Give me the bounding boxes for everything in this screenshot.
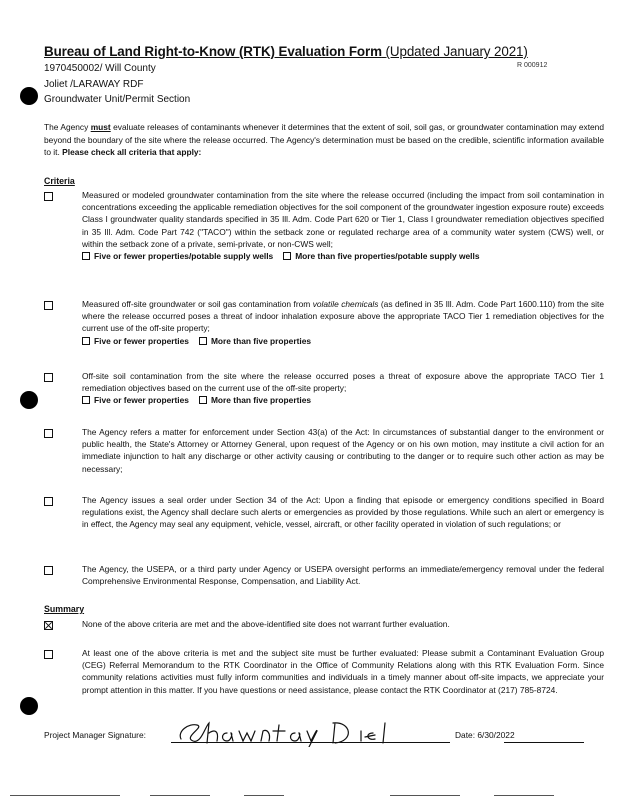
criterion-3-option-1-checkbox[interactable] <box>82 396 90 404</box>
footer-rule <box>244 795 284 796</box>
criterion-6-text: The Agency, the USEPA, or a third party under Agency or USEPA oversight performs an immediate/emergency removal under the federal Comprehensive Environmental Response, Compensation, and Liability Act. <box>82 564 604 587</box>
criterion-2-text: Measured off-site groundwater or soil gas contamination from volatile chemicals (as defined in 35 Ill. Adm. Code Part 1600.110) from the site where the release occurred poses a threat of indoor inhalation exposure above the appropriate TACO Tier 1 remediation objectives for the current use of the off-site property; Five or fewer properties More than five properties <box>82 299 604 346</box>
criterion-1-text: Measured or modeled groundwater contamination from the site where the release occurred (including the impact from soil contamination in concentrations exceeding the applicable remediation objectives for the soil component of the groundwater ingestion exposure route) exceeds Class I groundwater quality standards specified in 35 Ill. Adm. Code Part 620 or Tier 1, Class I groundwater remediation objectives specified in 35 Ill. Adm. Code Part 742 ("TACO") within the setback zone or regulated recharge area of a community water system (CWS) well, or within the setback zone of a private, semi-private, or non-CWS well; Five or fewer properties/potable supply wells More than five properties/potable supply wells <box>82 190 604 262</box>
criterion-6-checkbox[interactable] <box>44 566 53 575</box>
signature-line <box>171 742 450 743</box>
footer-rule <box>150 795 210 796</box>
criterion-1-options: Five or fewer properties/potable supply wells More than five properties/potable supply wells <box>82 251 479 261</box>
criterion-5-checkbox[interactable] <box>44 497 53 506</box>
summary-1-checkbox[interactable] <box>44 621 53 630</box>
intro-paragraph: The Agency must evaluate releases of contaminants whenever it determines that the extent of soil, soil gas, or groundwater contamination may extend beyond the boundary of the site where the release occurred. The Agency's determination must be based on the credible, scientific information available to it. Please check all criteria that apply: <box>44 122 604 157</box>
document-number: R 000912 <box>517 62 548 69</box>
form-title: Bureau of Land Right-to-Know (RTK) Evaluation Form (Updated January 2021) <box>44 44 528 59</box>
criterion-4-checkbox[interactable] <box>44 429 53 438</box>
criterion-2-option-1-checkbox[interactable] <box>82 337 90 345</box>
criterion-5-text: The Agency issues a seal order under Section 34 of the Act: Upon a finding that episode or emergency conditions specified in Board regulations exist, the Agency shall declare such alerts or emergencies as provided by those regulations. While such an alert or emergency is in effect, the Agency may seal any equipment, vehicle, vessel, aircraft, or other facility operated in violation of such regulations; or <box>82 495 604 530</box>
criterion-1-option-2-checkbox[interactable] <box>283 252 291 260</box>
criterion-2-options: Five or fewer properties More than five properties <box>82 336 311 346</box>
criterion-1-checkbox[interactable] <box>44 192 53 201</box>
criterion-2-checkbox[interactable] <box>44 301 53 310</box>
date-line <box>504 742 584 743</box>
criterion-3-options: Five or fewer properties More than five properties <box>82 395 311 405</box>
signature-name <box>175 717 181 718</box>
criterion-4-text: The Agency refers a matter for enforcement under Section 43(a) of the Act: In circumstances of substantial danger to the environment or public health, the State's Attorney or Attorney General, upon request of the Agency or on his own motion, may institute a civil action for an immediate injunction to halt any discharge or other activity causing or contributing to the danger or to require such other action as may be necessary; <box>82 427 604 474</box>
footer-rule <box>10 795 120 796</box>
date-value: 6/30/2022 <box>477 730 515 740</box>
criterion-1-option-1-checkbox[interactable] <box>82 252 90 260</box>
footer-rule <box>494 795 554 796</box>
signature-label: Project Manager Signature: <box>44 730 146 740</box>
criteria-heading: Criteria <box>44 176 75 186</box>
site-name: Joliet /LARAWAY RDF <box>44 79 144 90</box>
criterion-2-option-2-checkbox[interactable] <box>199 337 207 345</box>
summary-2-text: At least one of the above criteria is met and the subject site must be further evaluated: Please submit a Contaminant Evaluation Group (CEG) Referral Memorandum to the RTK Coordinator in the Office of Community Relations along with this RTK Evaluation Form. Since community relations activities must fully inform communities and individuals in a timely manner about off-site impacts, we appreciate your prompt attention in this matter. If you have questions or need assistance, please contact the RTK Coordinator at (217) 785-8724. <box>82 648 604 695</box>
criterion-3-checkbox[interactable] <box>44 373 53 382</box>
punch-hole <box>20 87 38 105</box>
punch-hole <box>20 697 38 715</box>
site-id-county: 1970450002/ Will County <box>44 63 156 74</box>
permit-unit: Groundwater Unit/Permit Section <box>44 94 191 105</box>
punch-hole <box>20 391 38 409</box>
summary-heading: Summary <box>44 604 85 614</box>
date-field: Date: 6/30/2022 <box>455 730 515 740</box>
criterion-3-option-2-checkbox[interactable] <box>199 396 207 404</box>
criterion-3-text: Off-site soil contamination from the site where the release occurred poses a threat of exposure above the appropriate TACO Tier 1 remediation objectives based on the current use of the off-site property; Five or fewer properties More than five properties <box>82 371 604 406</box>
summary-1-text: None of the above criteria are met and the above-identified site does not warrant further evaluation. <box>82 619 450 629</box>
summary-2-checkbox[interactable] <box>44 650 53 659</box>
footer-rule <box>390 795 460 796</box>
